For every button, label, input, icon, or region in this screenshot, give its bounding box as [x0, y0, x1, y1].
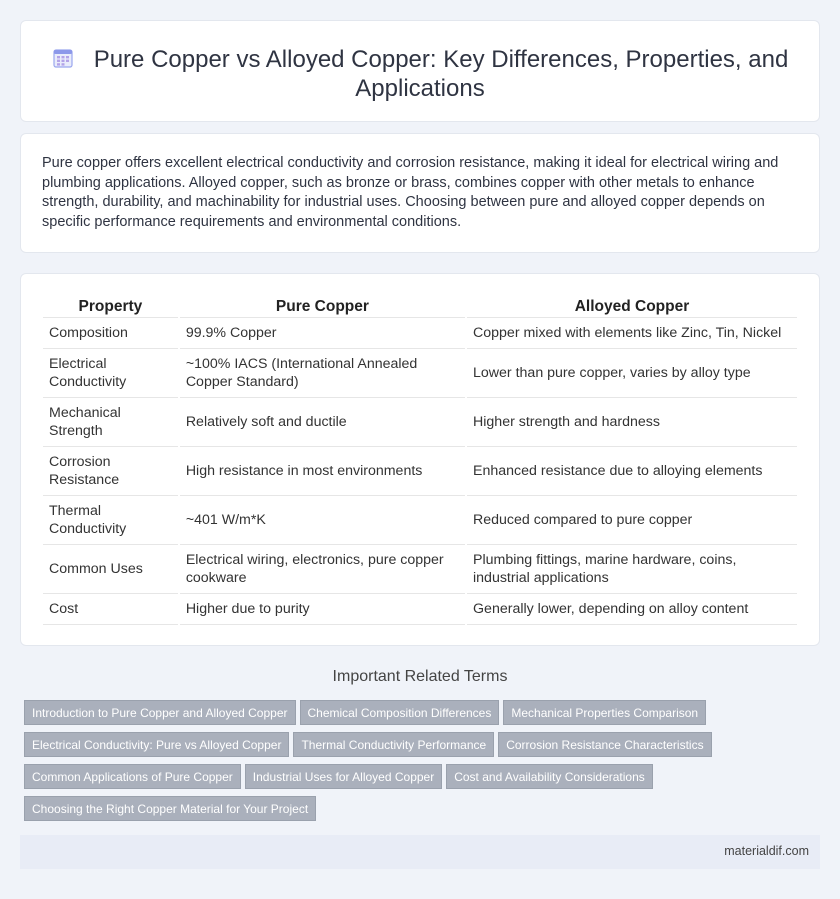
header-card [20, 20, 820, 122]
intro-paragraph: Pure copper offers excellent electrical conductivity and corrosion resistance, making it ideal for electrical wiring and plumbing applications. Alloyed copper, such as bronze or brass, combines copper with other metals to enhance strength, durability, and machinability for industrial uses. Choosing between pure and alloyed copper depends on specific performance requirements and environmental conditions. [42, 155, 779, 230]
table-cell: Reduced compared to pure copper [467, 496, 797, 545]
table-cell: Electrical wiring, electronics, pure copper cookware [180, 545, 465, 594]
table-cell: Lower than pure copper, varies by alloy type [467, 349, 797, 398]
table-row [43, 594, 797, 625]
footer [20, 835, 820, 869]
intro-card [20, 133, 820, 253]
table-cell: High resistance in most environments [180, 447, 465, 496]
table-cell: Copper mixed with elements like Zinc, Tin, Nickel [467, 318, 797, 349]
calendar-grid-icon [52, 47, 74, 69]
related-term-tag[interactable]: Mechanical Properties Comparison [503, 700, 706, 725]
header-pure-copper: Pure Copper [180, 296, 465, 318]
page-title [51, 45, 789, 103]
related-term-tag[interactable]: Corrosion Resistance Characteristics [498, 732, 711, 757]
related-term-tag[interactable]: Electrical Conductivity: Pure vs Alloyed Copper [24, 732, 289, 757]
table-cell: Plumbing fittings, marine hardware, coins, industrial applications [467, 545, 797, 594]
related-term-tag[interactable]: Choosing the Right Copper Material for Your Project [24, 796, 316, 821]
related-term-tag[interactable]: Common Applications of Pure Copper [24, 764, 241, 789]
table-cell: ~100% IACS (International Annealed Copper Standard) [180, 349, 465, 398]
table-header-row [43, 296, 797, 318]
related-term-tag[interactable]: Cost and Availability Considerations [446, 764, 653, 789]
table-cell: Cost [43, 594, 178, 625]
table-cell: ~401 W/m*K [180, 496, 465, 545]
table-cell: Higher due to purity [180, 594, 465, 625]
related-term-tag[interactable]: Industrial Uses for Alloyed Copper [245, 764, 442, 789]
related-terms-heading: Important Related Terms [332, 668, 508, 685]
table-row [43, 545, 797, 594]
table-cell: Composition [43, 318, 178, 349]
comparison-table [41, 296, 799, 625]
table-row [43, 398, 797, 447]
table-cell: Enhanced resistance due to alloying elements [467, 447, 797, 496]
header-property: Property [43, 296, 178, 318]
table-cell: Higher strength and hardness [467, 398, 797, 447]
table-row [43, 447, 797, 496]
table-cell: Corrosion Resistance [43, 447, 178, 496]
table-cell: Relatively soft and ductile [180, 398, 465, 447]
table-cell: Thermal Conductivity [43, 496, 178, 545]
table-row [43, 318, 797, 349]
table-cell: Electrical Conductivity [43, 349, 178, 398]
related-term-tag[interactable]: Introduction to Pure Copper and Alloyed Copper [24, 700, 296, 725]
footer-site-link[interactable]: materialdif.com [724, 844, 809, 858]
header-alloyed-copper: Alloyed Copper [467, 296, 797, 318]
table-cell: Mechanical Strength [43, 398, 178, 447]
table-row [43, 496, 797, 545]
related-term-tag[interactable]: Thermal Conductivity Performance [293, 732, 494, 757]
comparison-table-card [20, 273, 820, 646]
related-term-tag[interactable]: Chemical Composition Differences [300, 700, 500, 725]
table-cell: Common Uses [43, 545, 178, 594]
table-row [43, 349, 797, 398]
page-title-text: Pure Copper vs Alloyed Copper: Key Differences, Properties, and Applications [93, 46, 789, 102]
related-terms-list [24, 700, 744, 828]
table-cell: Generally lower, depending on alloy content [467, 594, 797, 625]
table-cell: 99.9% Copper [180, 318, 465, 349]
